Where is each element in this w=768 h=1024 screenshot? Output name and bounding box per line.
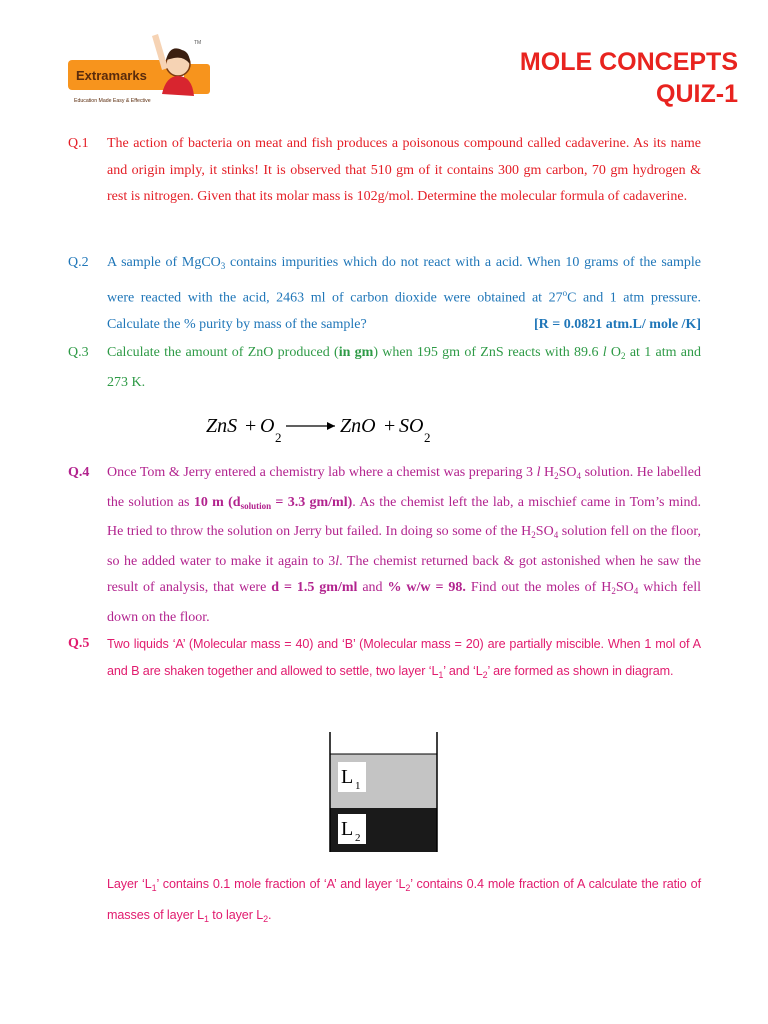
eq-arrow-head	[327, 422, 335, 430]
q5-number: Q.5	[68, 636, 90, 651]
logo-trademark: TM	[194, 40, 202, 46]
gas-constant-note: [R = 0.0821 atm.L/ mole /K]	[533, 316, 701, 332]
q1-text: The action of bacteria on meat and fish produces a poisonous compound called cadaverine. As its name and origin imply, it stinks! It is observed that 510 gm of it contains 300 gm carbon, 70 gm hydrogen & rest is nitrogen. Given that its molar mass is 102g/mol. Determine the molecular formula of cadaverine.	[107, 136, 701, 204]
logo-tagline: Education Made Easy & Effective	[74, 98, 151, 104]
eq-o2-subscript: 2	[275, 430, 282, 445]
q5-text: Two liquids ‘A’ (Molecular mass = 40) and ‘B’ (Molecular mass = 20) are partially miscible. When 1 mol of A and B are shaken together and allowed to settle, two layer ‘$L_1$’ and ‘$L_2$’ are formed as shown in diagram.	[107, 637, 701, 680]
reaction-equation	[206, 406, 446, 446]
l1-label: L	[341, 766, 354, 788]
q4-text: Once Tom & Jerry entered a chemistry lab where a chemist was preparing 3 l $H_2SO_4$ solution. He labelled the solution as 10 m ($d_{solution} = 3.3$ gm/ml). As the chemist left the lab, a mischief came in Tom’s mind. He tried to throw the solution on Jerry but failed. In doing so some of the $H_2SO_4$ solution fell on the floor, so he added water to make it again to 3l. The chemist returned back & got astonished when he saw the result of analysis, that were d = 1.5 gm/ml and % w/w = 98. Find out the moles of $H_2SO_4$ which fell down on the floor.	[107, 465, 702, 625]
q5-followup-text: Layer ‘$L_1$’ contains 0.1 mole fraction of ‘A’ and layer ‘$L_2$’ contains 0.4 mole fraction of A calculate the ratio of masses of layer $L_1$ to layer $L_2$.	[107, 877, 701, 924]
q2-text: A sample of MgCO$_3$ contains impurities which do not react with a acid. When 10 grams of the sample were reacted with the acid, 2463 ml of carbon dioxide were obtained at 27$^o$C and 1 atm pressure. Calculate the % purity by mass of the sample? [R = 0.0821 atm.L/ mole /K]	[107, 250, 701, 338]
two-layer-beaker-diagram	[324, 728, 442, 854]
eq-reactant-o2: O	[260, 415, 275, 437]
eq-plus-2: +	[384, 415, 396, 437]
eq-product-zno: ZnO	[340, 415, 376, 437]
l1-label-subscript: 1	[355, 780, 361, 792]
q4-number: Q.4	[68, 465, 90, 480]
l2-label: L	[341, 818, 354, 840]
page-title: MOLE CONCEPTS	[519, 48, 738, 76]
eq-plus-1: +	[245, 415, 257, 437]
extramarks-logo	[66, 30, 216, 110]
q3-number: Q.3	[68, 345, 89, 360]
q2-number: Q.2	[68, 255, 89, 270]
eq-reactant-zns: ZnS	[206, 415, 238, 437]
eq-so2-subscript: 2	[424, 430, 431, 445]
logo-text: Extramarks	[76, 68, 147, 83]
q3-text: Calculate the amount of ZnO produced (in gm) when 195 gm of ZnS reacts with 89.6 l $O_2$ at 1 atm and 273 K.	[107, 345, 701, 390]
q1-number: Q.1	[68, 136, 89, 151]
eq-product-so2: SO	[399, 415, 424, 437]
page-subtitle: QUIZ-1	[656, 80, 738, 108]
l2-label-subscript: 2	[355, 832, 361, 844]
